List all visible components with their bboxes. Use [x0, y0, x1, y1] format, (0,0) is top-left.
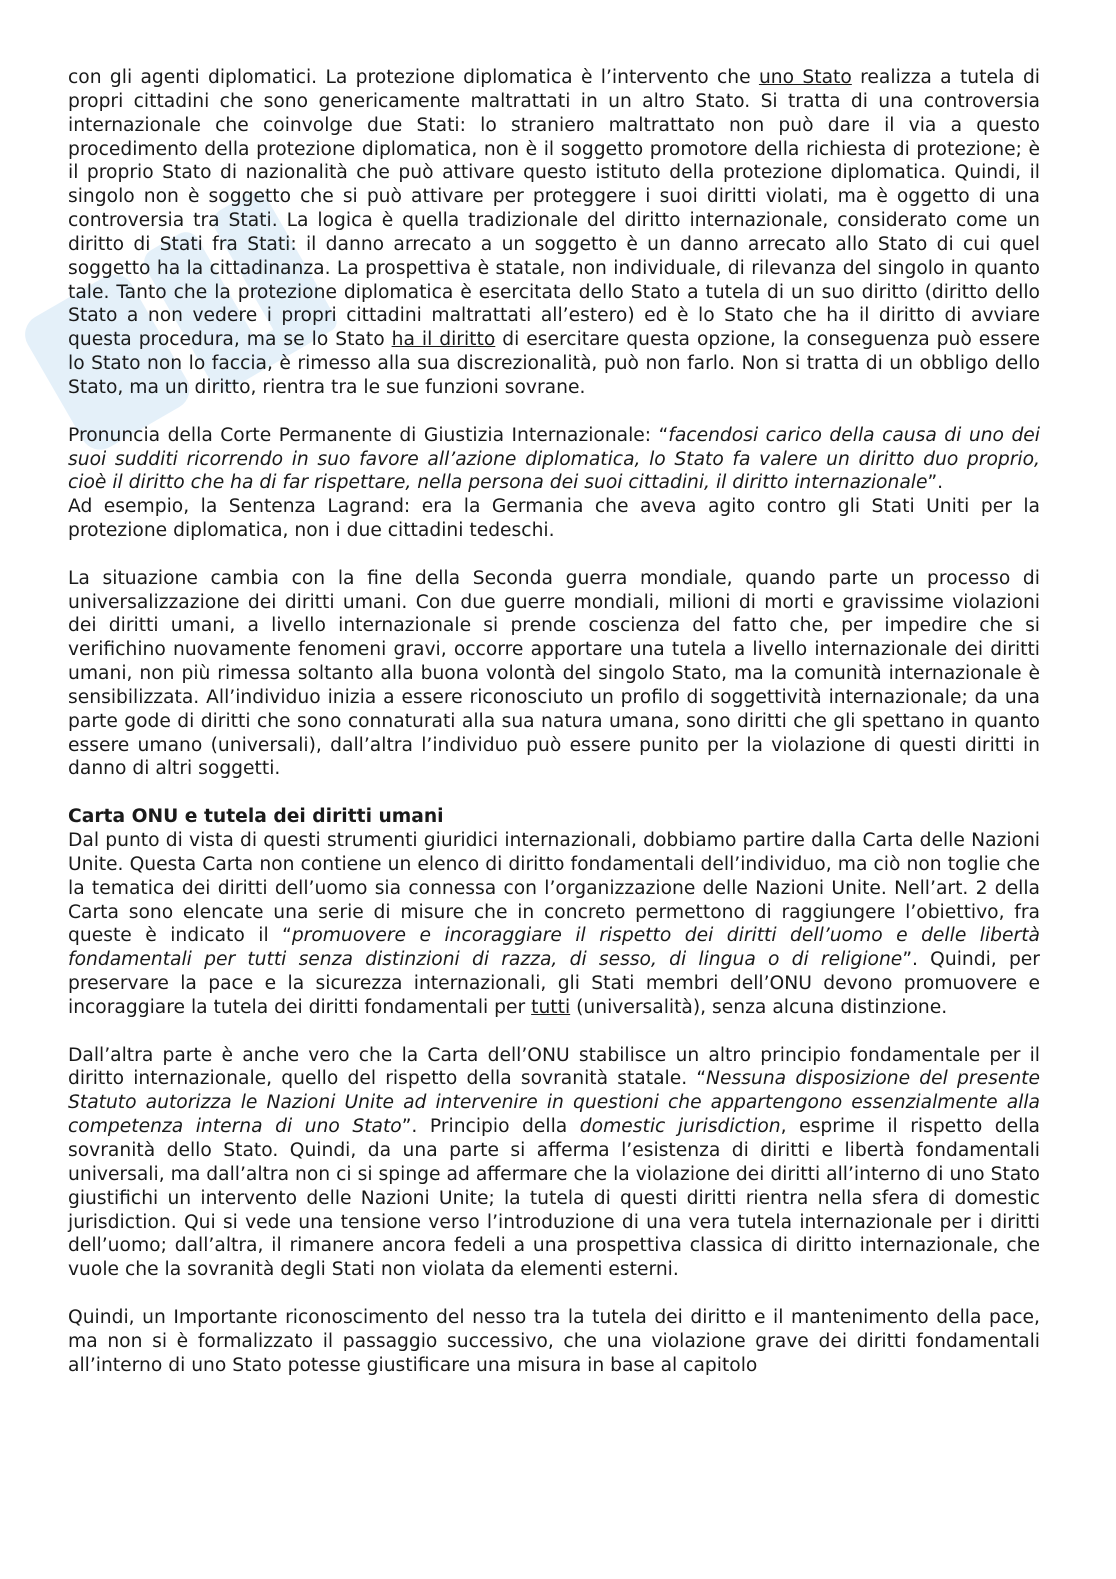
text-run: con gli agenti diplomatici. La protezione diplomatica è l’intervento che — [68, 67, 759, 88]
text-run: , esprime il rispetto della sovranità dello Stato. Quindi, da una parte si afferma l’esistenza di diritti e libertà fondamentali universali, ma dall’altra non ci si spinge ad affermare che la violazione dei diritti all’interno di uno Stato giustifichi un intervento delle Nazioni Unite; la tutela di questi diritti rientra nella sfera di domestic jurisdiction. Qui si vede una tensione verso l’introduzione di una vera tutela internazionale per i diritti dell’uomo; dall’altra, il rimanere ancora fedeli a una prospettiva classica di diritto internazionale, che vuole che la sovranità degli Stati non violata da elementi esterni. — [68, 1116, 1040, 1281]
underlined-text: ha il diritto — [391, 329, 496, 351]
paragraph-seconda-guerra: La situazione cambia con la fine della Seconda guerra mondiale, quando parte un processo di universalizzazione dei diritti umani. Con due guerre mondiali, milioni di morti e gravissime violazioni dei diritti umani, a livello internazionale si prende coscienza del fatto che, per impedire che si verifichino nuovamente fenomeni gravi, occorre apportare una tutela a livello internazionale dei diritti umani, non più rimessa soltanto alla buona volontà del singolo Stato, ma la comunità internazionale è sensibilizzata. All’individuo inizia a essere riconosciuto un profilo di soggettività internazionale; da una parte gode di diritti che sono connaturati alla sua natura umana, sono diritti che gli spettano in quanto essere umano (universali), dall’altra l’individuo può essere punito per la violazione di questi diritti in danno di altri soggetti. — [68, 567, 1040, 780]
paragraph-sovranita-statale — [68, 1044, 1040, 1282]
paragraph-carta-onu — [68, 829, 1040, 1020]
quoted-text: promuovere e incoraggiare il rispetto dei diritti dell’uomo e delle libertà fondamentali per tutti senza distinzioni di razza, di sesso, di lingua o di religione — [68, 925, 1040, 971]
underlined-text: tutti — [531, 996, 571, 1018]
text-run: realizza a tutela di propri cittadini che sono genericamente maltrattati in un altro Stato. Si tratta di una controversia internazionale che coinvolge due Stati: lo straniero maltrattato non può dare il via a questo procedimento della protezione diplomatica, non è il soggetto promotore della richiesta di protezione; è il proprio Stato di nazionalità che può attivare questo istituto della protezione diplomatica. Quindi, il singolo non è soggetto che si può attivare per proteggere i suoi diritti violati, ma è oggetto di una controversia tra Stati. La logica è quella tradizionale del diritto internazionale, considerato come un diritto di Stati fra Stati: il danno arrecato a un soggetto è un danno arrecato allo Stato di cui quel soggetto ha la cittadinanza. La prospettiva è statale, non individuale, di rilevanza del singolo in quanto tale. Tanto che la protezione diplomatica è esercitata dello Stato a tutela di un suo diritto (diritto dello Stato a non vedere i propri cittadini maltrattati all’estero) ed è lo Stato che ha il diritto di avviare questa procedura, ma se lo Stato — [68, 67, 1040, 351]
quoted-text: facendosi carico della causa di uno dei suoi sudditi ricorrendo in suo favore all’azione diplomatica, lo Stato fa valere un diritto duo proprio, cioè il diritto che ha di far rispettare, nella persona dei suoi cittadini, il diritto internazionale — [68, 424, 1040, 494]
paragraph-sentenza-lagrand: Ad esempio, la Sentenza Lagrand: era la Germania che aveva agito contro gli Stati Uniti per la protezione diplomatica, non i due cittadini tedeschi. — [68, 496, 1040, 542]
underlined-text: uno Stato — [758, 67, 852, 88]
quoted-text: Nessuna disposizione del presente Statuto autorizza le Nazioni Unite ad intervenire in questioni che appartengono essenzialmente alla competenza interna di uno Stato — [68, 1068, 1040, 1138]
paragraph-corte-permanente — [68, 424, 1040, 496]
text-run: Dal punto di vista di questi strumenti giuridici internazionali, dobbiamo partire dalla Carta delle Nazioni Unite. Questa Carta non contiene un elenco di diritto fondamentali dell’individuo, ma ciò non toglie che la tematica dei diritti dell’uomo sia connessa con l’organizzazione delle Nazioni Unite. Nell’art. 2 della Carta sono elencate una serie di misure che in concreto permettono di raggiungere l’obiettivo, fra queste è indicato il “ — [68, 830, 1040, 947]
document-body — [68, 66, 1040, 1377]
section-heading: Carta ONU e tutela dei diritti umani — [68, 806, 444, 828]
text-run: (universalità), senza alcuna distinzione. — [570, 996, 948, 1018]
text-run: Pronuncia della Corte Permanente di Giustizia Internazionale: “ — [68, 424, 669, 446]
text-run: ”. Principio della — [401, 1116, 580, 1138]
text-run: ”. Quindi, per preservare la pace e la sicurezza internazionali, gli Stati membri dell’ONU devono promuovere e incoraggiare la tutela dei diritti fondamentali per — [68, 949, 1040, 1018]
text-run: ”. — [927, 472, 944, 494]
text-run: Dall’altra parte è anche vero che la Carta dell’ONU stabilisce un altro principio fondamentale per il diritto internazionale, quello del rispetto della sovranità statale. “ — [68, 1044, 1040, 1090]
paragraph-protezione-diplomatica — [68, 66, 1040, 400]
italic-term: domestic jurisdiction — [579, 1116, 781, 1138]
text-run: di esercitare questa opzione, la conseguenza può essere lo Stato non lo faccia, è rimesso alla sua discrezionalità, può non farlo. Non si tratta di un obbligo dello Stato, ma un diritto, rientra tra le sue funzioni sovrane. — [68, 329, 1041, 398]
paragraph-conclusione: Quindi, un Importante riconoscimento del nesso tra la tutela dei diritto e il mantenimento della pace, ma non si è formalizzato il passaggio successivo, che una violazione grave dei diritti fondamentali all’interno di uno Stato potesse giustificare una misura in base al capitolo — [68, 1306, 1040, 1376]
